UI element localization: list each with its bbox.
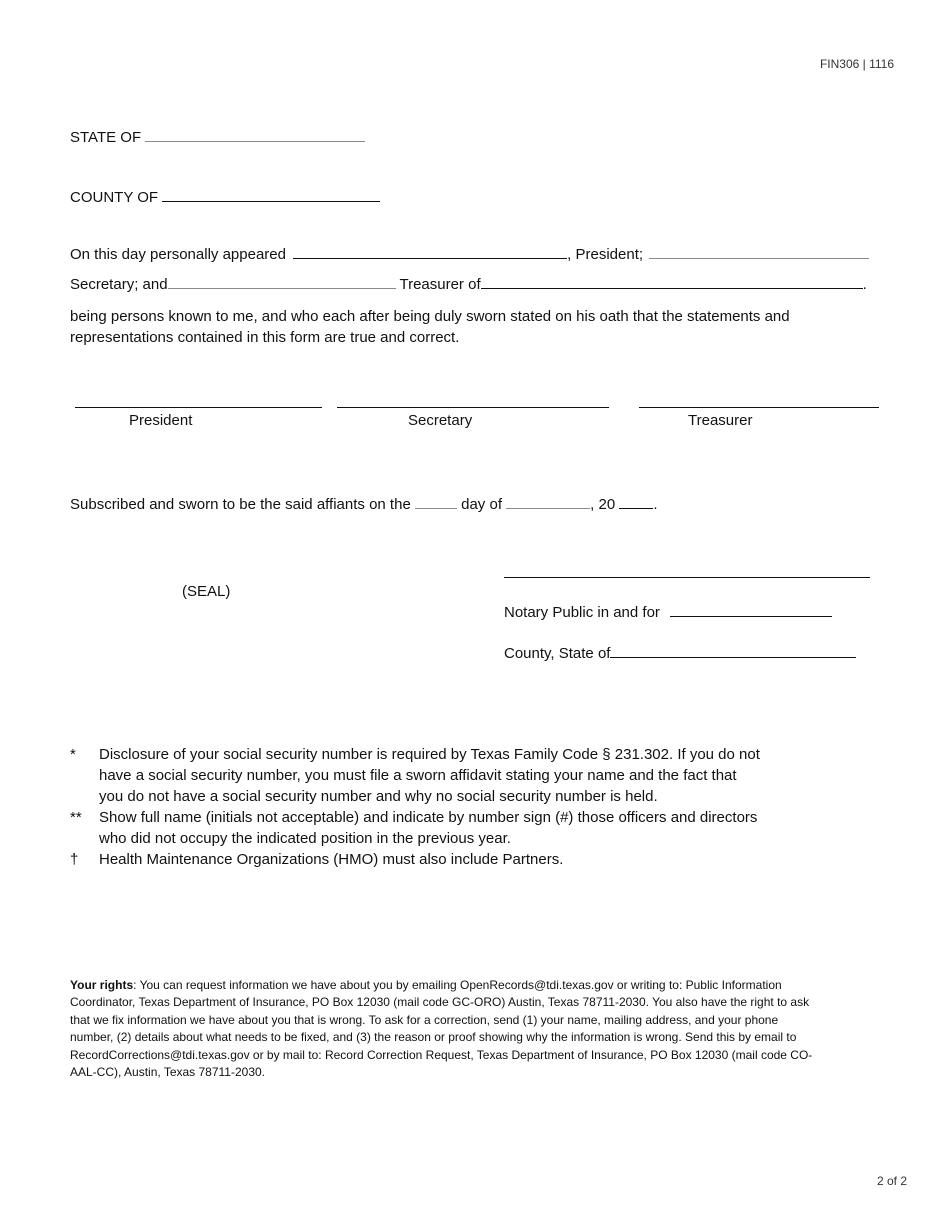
footnotes [70, 744, 810, 870]
county-field[interactable] [162, 200, 380, 202]
year-label: , 20 [590, 496, 616, 513]
secretary-name-field[interactable] [649, 257, 869, 259]
footnote-full-name [70, 807, 810, 849]
footnote-marker: ** [70, 809, 82, 826]
county-state-field[interactable] [610, 656, 856, 658]
your-rights-heading: Your rights [70, 978, 134, 992]
footnote-ssn [70, 744, 810, 807]
company-name-field[interactable] [481, 287, 863, 289]
president-signature-label: President [129, 412, 193, 429]
state-of-label: STATE OF [70, 129, 142, 146]
oath-statement-line-1: being persons known to me, and who each after being duly sworn stated on his oath that the statements and [70, 308, 790, 325]
subscribed-row [70, 496, 658, 513]
rights-line: that we fix information we have about you that is wrong. To ask for a correction, send (1) your name, mailing address, and your phone [70, 1012, 779, 1027]
rights-line: AAL-CC), Austin, Texas 78711-2030. [70, 1065, 265, 1080]
president-name-field[interactable] [293, 257, 567, 259]
rights-line: Coordinator, Texas Department of Insurance, PO Box 12030 (mail code GC-ORO) Austin, Texas 78711-2030. You also have the right to ask [70, 995, 810, 1010]
treasurer-name-field[interactable] [168, 287, 396, 289]
notary-signature-line[interactable] [504, 577, 870, 578]
county-state-label: County, State of [504, 645, 611, 662]
appearance-row-2 [70, 276, 867, 293]
notary-public-row [504, 604, 832, 621]
treasurer-signature-line[interactable] [639, 407, 879, 408]
oath-statement [70, 307, 790, 348]
notary-jurisdiction-field[interactable] [670, 615, 832, 617]
rights-line: : You can request information we have about you by emailing OpenRecords@tdi.texas.gov or writing to: Public Information [133, 978, 782, 992]
county-state-row [504, 645, 856, 662]
footnote-line: you do not have a social security number and why no social security number is held. [99, 788, 658, 805]
day-of-label: day of [461, 496, 502, 513]
notary-public-label: Notary Public in and for [504, 604, 660, 621]
treasurer-of-label: Treasurer of [399, 276, 481, 293]
footnote-marker: † [70, 851, 79, 868]
footnote-line: Show full name (initials not acceptable) and indicate by number sign (#) those officers and directors [99, 809, 758, 826]
county-of-label: COUNTY OF [70, 189, 159, 206]
county-of-row [70, 189, 380, 206]
secretary-signature-line[interactable] [337, 407, 609, 408]
page-number: 2 of 2 [876, 1174, 907, 1188]
oath-statement-line-2: representations contained in this form are true and correct. [70, 328, 460, 346]
seal-label: (SEAL) [182, 583, 231, 600]
subscribed-period: . [653, 496, 658, 513]
footnote-line: who did not occupy the indicated position in the previous year. [99, 830, 511, 847]
president-label: , President; [567, 246, 644, 263]
period-mark: . [862, 276, 867, 293]
treasurer-signature-label: Treasurer [688, 412, 753, 429]
appearance-row-1 [70, 246, 869, 263]
footnote-marker: * [70, 746, 76, 763]
rights-line: RecordCorrections@tdi.texas.gov or by mail to: Record Correction Request, Texas Department of Insurance, PO Box 12030 (mail code CO- [70, 1047, 813, 1062]
footnote-hmo [70, 849, 810, 870]
footnote-line: have a social security number, you must file a sworn affidavit stating your name and the fact that [99, 767, 737, 784]
footnote-line: Health Maintenance Organizations (HMO) must also include Partners. [99, 851, 564, 868]
form-id: FIN306 | 1116 [819, 57, 894, 71]
secretary-signature-label: Secretary [408, 412, 473, 429]
your-rights-notice [70, 977, 870, 1081]
day-field[interactable] [415, 507, 457, 509]
month-field[interactable] [506, 507, 590, 509]
rights-line: number, (2) details about what needs to be fixed, and (3) the reason or proof showing why the information is wrong. Send this by email to [70, 1030, 797, 1045]
secretary-and-label: Secretary; and [70, 276, 168, 293]
state-field[interactable] [145, 140, 365, 142]
subscribed-label: Subscribed and sworn to be the said affiants on the [70, 496, 411, 513]
footnote-line: Disclosure of your social security number is required by Texas Family Code § 231.302. If you do not [99, 746, 760, 763]
state-of-row [70, 129, 365, 146]
appeared-label: On this day personally appeared [70, 246, 286, 263]
president-signature-line[interactable] [75, 407, 322, 408]
year-field[interactable] [619, 507, 653, 509]
